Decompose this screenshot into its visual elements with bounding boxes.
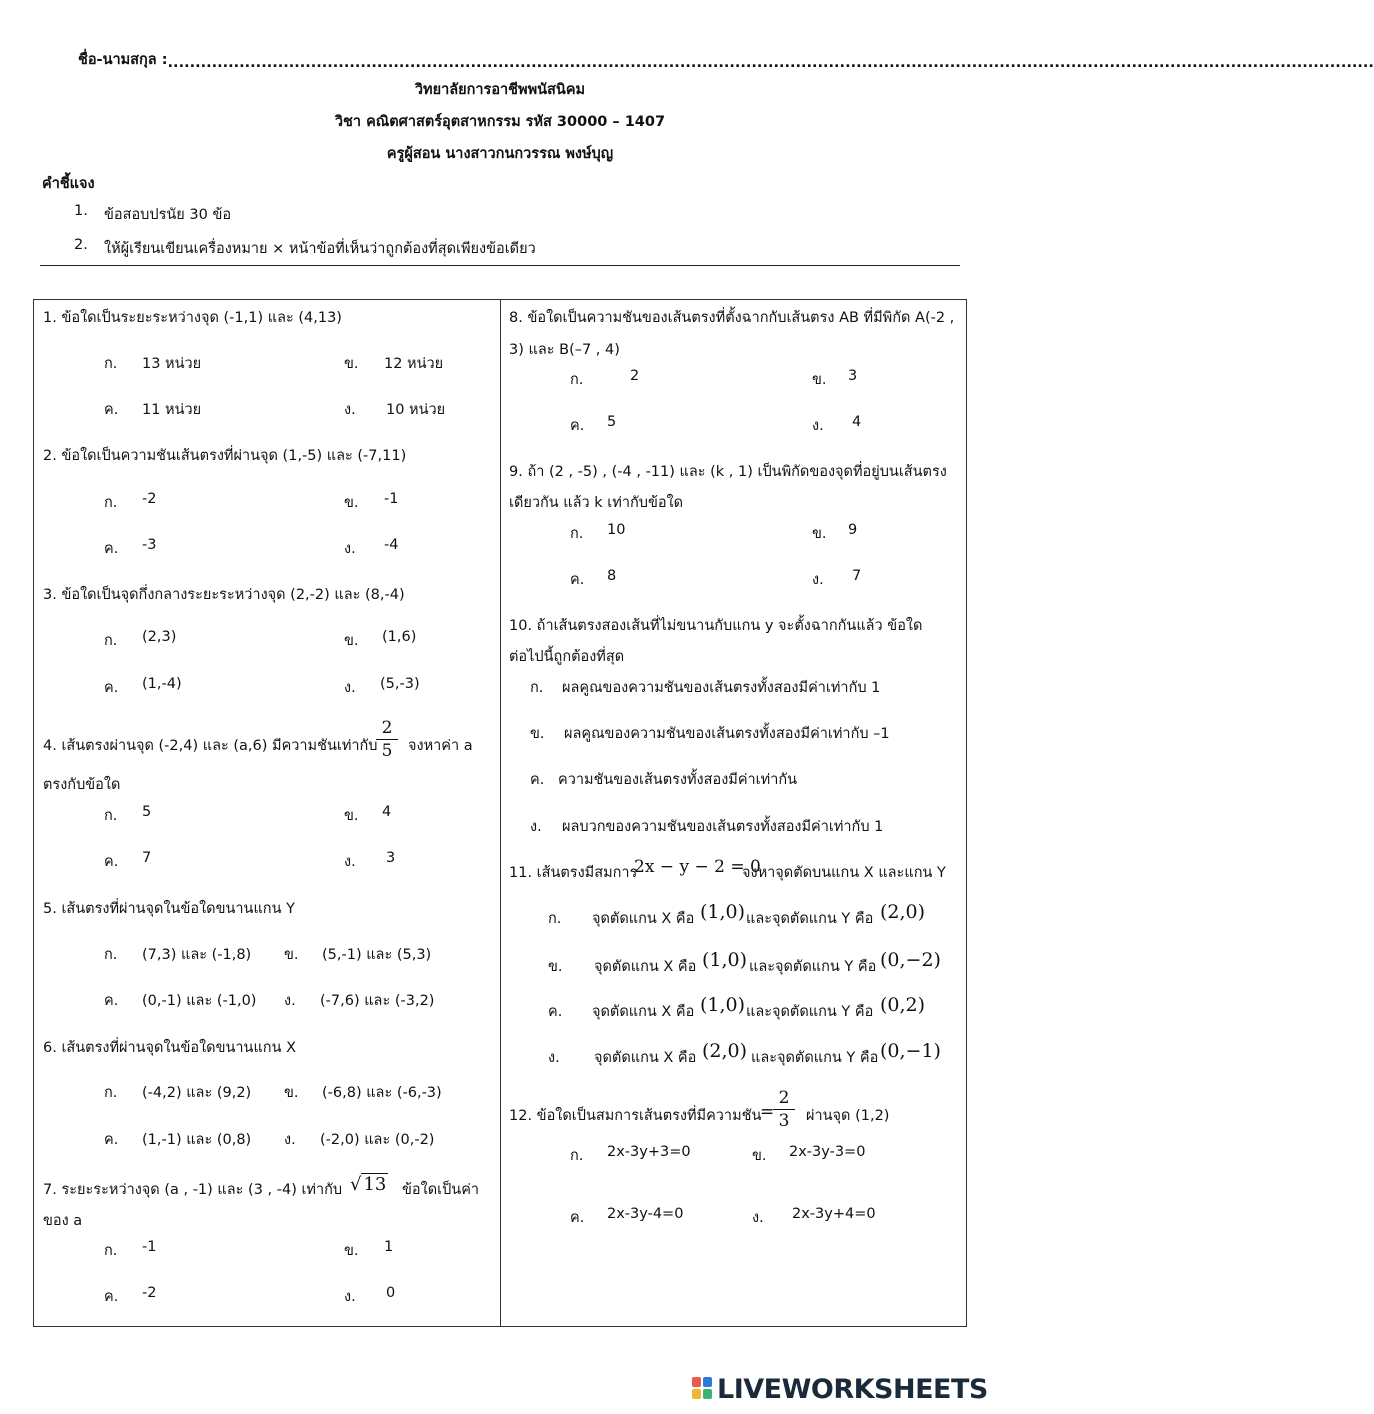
q12-c[interactable]: 2x-3y-4=0 xyxy=(607,1206,684,1222)
q1-c-label[interactable]: ค. xyxy=(104,402,119,418)
q12-frac-bar xyxy=(773,1109,795,1110)
q6-d[interactable]: (-2,0) และ (0,-2) xyxy=(320,1132,435,1148)
q3-b[interactable]: (1,6) xyxy=(382,629,417,645)
instruction-2-num: 2. xyxy=(74,237,88,253)
q12-b-label[interactable]: ข. xyxy=(752,1148,767,1164)
q1-b-label[interactable]: ข. xyxy=(344,356,359,372)
q9-d-label[interactable]: ง. xyxy=(812,572,824,588)
q5-a[interactable]: (7,3) และ (-1,8) xyxy=(142,947,252,963)
q8-text-line2: 3) และ B(–7 , 4) xyxy=(509,342,620,358)
q11-a-label[interactable]: ก. xyxy=(548,911,562,927)
q7-text-post: ข้อใดเป็นค่า xyxy=(402,1182,480,1198)
q11-c-label[interactable]: ค. xyxy=(548,1004,563,1020)
q8-d[interactable]: 4 xyxy=(852,414,862,430)
logo-square-red xyxy=(692,1377,701,1387)
q11-d-y[interactable]: (0,−1) xyxy=(880,1040,941,1062)
q7-a[interactable]: -1 xyxy=(142,1239,157,1255)
q11-b-xlabel[interactable]: จุดตัดแกน X คือ xyxy=(594,959,697,975)
q3-c[interactable]: (1,-4) xyxy=(142,676,182,692)
q10-d-label[interactable]: ง. xyxy=(530,819,542,835)
q6-c-label[interactable]: ค. xyxy=(104,1132,119,1148)
q11-d-xlabel[interactable]: จุดตัดแกน X คือ xyxy=(594,1050,697,1066)
name-label: ชื่อ-นามสกุล : xyxy=(78,52,168,68)
q1-c[interactable]: 11 หน่วย xyxy=(142,402,202,418)
q11-a-y[interactable]: (2,0) xyxy=(880,901,926,923)
q7-sqrt xyxy=(350,1174,388,1195)
q7-b[interactable]: 1 xyxy=(384,1239,394,1255)
q7-d-label[interactable]: ง. xyxy=(344,1289,356,1305)
q4-fraction xyxy=(376,718,398,761)
q11-equation: 2x − y − 2 = 0 xyxy=(634,857,761,877)
q6-d-label[interactable]: ง. xyxy=(284,1132,296,1148)
q11-text: 11. เส้นตรงมีสมการ xyxy=(509,865,638,881)
q9-text-line1: 9. ถ้า (2 , -5) , (-4 , -11) และ (k , 1) เป็นพิกัดของจุดที่อยู่บนเส้นตรง xyxy=(509,464,947,480)
q3-a-label[interactable]: ก. xyxy=(104,633,118,649)
q10-text-line2: ต่อไปนี้ถูกต้องที่สุด xyxy=(509,649,625,665)
q4-frac-den: 5 xyxy=(381,741,393,761)
subject-line: วิชา คณิตศาสตร์อุตสาหกรรม รหัส 30000 – 1407 xyxy=(334,114,666,130)
q2-a-label[interactable]: ก. xyxy=(104,495,118,511)
q7-c[interactable]: -2 xyxy=(142,1285,157,1301)
q11-a-ylabel[interactable]: และจุดตัดแกน Y คือ xyxy=(746,911,874,927)
q12-frac-den: 3 xyxy=(778,1111,790,1131)
q11-c-xlabel[interactable]: จุดตัดแกน X คือ xyxy=(592,1004,695,1020)
q10-c[interactable]: ความชันของเส้นตรงทั้งสองมีค่าเท่ากัน xyxy=(558,772,798,788)
q3-b-label[interactable]: ข. xyxy=(344,633,359,649)
q6-text: 6. เส้นตรงที่ผ่านจุดในข้อใดขนานแกน X xyxy=(43,1040,297,1056)
q7-b-label[interactable]: ข. xyxy=(344,1243,359,1259)
q8-text-line1: 8. ข้อใดเป็นความชันของเส้นตรงที่ตั้งฉากกับเส้นตรง AB ที่มีพิกัด A(-2 , xyxy=(509,310,955,326)
q11-b-ylabel[interactable]: และจุดตัดแกน Y คือ xyxy=(749,959,877,975)
q11-a-x[interactable]: (1,0) xyxy=(700,901,746,923)
q4-a-label[interactable]: ก. xyxy=(104,808,118,824)
instruction-1-text: ข้อสอบปรนัย 30 ข้อ xyxy=(104,207,232,223)
q2-a[interactable]: -2 xyxy=(142,491,157,507)
q4-text-post: จงหาค่า a xyxy=(408,738,473,754)
q6-a[interactable]: (-4,2) และ (9,2) xyxy=(142,1085,252,1101)
q12-c-label[interactable]: ค. xyxy=(570,1210,585,1226)
q5-c-label[interactable]: ค. xyxy=(104,993,119,1009)
q11-a-xlabel[interactable]: จุดตัดแกน X คือ xyxy=(592,911,695,927)
q1-d-label[interactable]: ง. xyxy=(344,402,356,418)
q11-d-label[interactable]: ง. xyxy=(548,1050,560,1066)
q10-b-label[interactable]: ข. xyxy=(530,726,545,742)
q5-b[interactable]: (5,-1) และ (5,3) xyxy=(322,947,432,963)
q8-b[interactable]: 3 xyxy=(848,368,858,384)
q3-a[interactable]: (2,3) xyxy=(142,629,177,645)
q8-a-label[interactable]: ก. xyxy=(570,372,584,388)
q6-b-label[interactable]: ข. xyxy=(284,1085,299,1101)
q9-c[interactable]: 8 xyxy=(607,568,617,584)
q2-b-label[interactable]: ข. xyxy=(344,495,359,511)
q9-a[interactable]: 10 xyxy=(607,522,626,538)
q12-frac-num: 2 xyxy=(778,1088,790,1108)
q8-b-label[interactable]: ข. xyxy=(812,372,827,388)
q7-sqrt-symbol: √ xyxy=(350,1174,362,1195)
q10-a[interactable]: ผลคูณของความชันของเส้นตรงทั้งสองมีค่าเท่ากับ 1 xyxy=(562,680,881,696)
q6-a-label[interactable]: ก. xyxy=(104,1085,118,1101)
q11-d-ylabel[interactable]: และจุดตัดแกน Y คือ xyxy=(751,1050,879,1066)
instruction-1-num: 1. xyxy=(74,203,88,219)
q4-a[interactable]: 5 xyxy=(142,804,152,820)
name-field[interactable] xyxy=(78,48,1374,71)
q2-d[interactable]: -4 xyxy=(384,537,399,553)
q11-b-x[interactable]: (1,0) xyxy=(702,949,748,971)
q11-b-label[interactable]: ข. xyxy=(548,959,563,975)
q9-d[interactable]: 7 xyxy=(852,568,862,584)
q12-text: 12. ข้อใดเป็นสมการเส้นตรงที่มีความชัน xyxy=(509,1108,762,1124)
q9-b[interactable]: 9 xyxy=(848,522,858,538)
q12-eq-sign: = xyxy=(760,1102,775,1122)
q4-b-label[interactable]: ข. xyxy=(344,808,359,824)
q5-text: 5. เส้นตรงที่ผ่านจุดในข้อใดขนานแกน Y xyxy=(43,901,295,917)
q4-text: 4. เส้นตรงผ่านจุด (-2,4) และ (a,6) มีความชันเท่ากับ xyxy=(43,738,378,754)
q11-c-y[interactable]: (0,2) xyxy=(880,994,926,1016)
q7-text-line2: ของ a xyxy=(43,1213,83,1229)
q4-text-line2: ตรงกับข้อใด xyxy=(43,777,121,793)
q4-frac-bar xyxy=(376,739,398,740)
q5-d-label[interactable]: ง. xyxy=(284,993,296,1009)
q6-c[interactable]: (1,-1) และ (0,8) xyxy=(142,1132,252,1148)
q2-d-label[interactable]: ง. xyxy=(344,541,356,557)
q3-text: 3. ข้อใดเป็นจุดกึ่งกลางระยะระหว่างจุด (2,-2) และ (8,-4) xyxy=(43,587,405,603)
q10-text-line1: 10. ถ้าเส้นตรงสองเส้นที่ไม่ขนานกับแกน y จะตั้งฉากกันแล้ว ข้อใด xyxy=(509,618,923,634)
q11-c-ylabel[interactable]: และจุดตัดแกน Y คือ xyxy=(746,1004,874,1020)
q4-d[interactable]: 3 xyxy=(386,850,396,866)
q12-a-label[interactable]: ก. xyxy=(570,1148,584,1164)
q9-a-label[interactable]: ก. xyxy=(570,526,584,542)
q7-c-label[interactable]: ค. xyxy=(104,1289,119,1305)
q5-c[interactable]: (0,-1) และ (-1,0) xyxy=(142,993,257,1009)
q11-c-x[interactable]: (1,0) xyxy=(700,994,746,1016)
q4-b[interactable]: 4 xyxy=(382,804,392,820)
logo-square-yellow xyxy=(692,1389,701,1399)
teacher-line: ครูผู้สอน นางสาวกนกวรรณ พงษ์บุญ xyxy=(386,146,614,162)
q7-a-label[interactable]: ก. xyxy=(104,1243,118,1259)
q3-c-label[interactable]: ค. xyxy=(104,680,119,696)
q9-b-label[interactable]: ข. xyxy=(812,526,827,542)
q7-text: 7. ระยะระหว่างจุด (a , -1) และ (3 , -4) เท่ากับ xyxy=(43,1182,343,1198)
q5-b-label[interactable]: ข. xyxy=(284,947,299,963)
q1-a-label[interactable]: ก. xyxy=(104,356,118,372)
q4-frac-num: 2 xyxy=(381,718,393,738)
q12-d[interactable]: 2x-3y+4=0 xyxy=(792,1206,876,1222)
college-title: วิทยาลัยการอาชีพพนัสนิคม xyxy=(414,82,586,98)
q3-d[interactable]: (5,-3) xyxy=(380,676,420,692)
q8-d-label[interactable]: ง. xyxy=(812,418,824,434)
q1-d[interactable]: 10 หน่วย xyxy=(386,402,446,418)
q9-text-line2: เดียวกัน แล้ว k เท่ากับข้อใด xyxy=(509,495,684,511)
q12-a[interactable]: 2x-3y+3=0 xyxy=(607,1144,691,1160)
q8-c[interactable]: 5 xyxy=(607,414,617,430)
q2-b[interactable]: -1 xyxy=(384,491,399,507)
q12-text-post: ผ่านจุด (1,2) xyxy=(806,1108,890,1124)
q4-d-label[interactable]: ง. xyxy=(344,854,356,870)
q5-d[interactable]: (-7,6) และ (-3,2) xyxy=(320,993,435,1009)
q8-c-label[interactable]: ค. xyxy=(570,418,585,434)
q1-text: 1. ข้อใดเป็นระยะระหว่างจุด (-1,1) และ (4,13) xyxy=(43,310,342,326)
q11-d-x[interactable]: (2,0) xyxy=(702,1040,748,1062)
instruction-2-text: ให้ผู้เรียนเขียนเครื่องหมาย × หน้าข้อที่เห็นว่าถูกต้องที่สุดเพียงข้อเดียว xyxy=(104,241,536,257)
logo-square-green xyxy=(703,1389,712,1399)
q4-c-label[interactable]: ค. xyxy=(104,854,119,870)
liveworksheets-logo[interactable] xyxy=(692,1374,988,1405)
q1-b[interactable]: 12 หน่วย xyxy=(384,356,444,372)
logo-square-blue xyxy=(703,1377,712,1387)
q6-b[interactable]: (-6,8) และ (-6,-3) xyxy=(322,1085,442,1101)
q2-text: 2. ข้อใดเป็นความชันเส้นตรงที่ผ่านจุด (1,-5) และ (-7,11) xyxy=(43,448,407,464)
instructions-title: คำชี้แจง xyxy=(42,176,95,192)
q7-sqrt-value: 13 xyxy=(363,1174,387,1195)
q1-a[interactable]: 13 หน่วย xyxy=(142,356,202,372)
q12-fraction xyxy=(773,1088,795,1131)
q11-b-y[interactable]: (0,−2) xyxy=(880,949,941,971)
q3-d-label[interactable]: ง. xyxy=(344,680,356,696)
q8-a[interactable]: 2 xyxy=(630,368,640,384)
q5-a-label[interactable]: ก. xyxy=(104,947,118,963)
name-dots: ........................................................................................................................................................................................................................... xyxy=(167,55,1374,71)
q12-d-label[interactable]: ง. xyxy=(752,1210,764,1226)
column-divider xyxy=(500,299,501,1327)
q7-d[interactable]: 0 xyxy=(386,1285,396,1301)
liveworksheets-logo-icon xyxy=(692,1377,714,1401)
q9-c-label[interactable]: ค. xyxy=(570,572,585,588)
q2-c[interactable]: -3 xyxy=(142,537,157,553)
q10-c-label[interactable]: ค. xyxy=(530,772,545,788)
liveworksheets-logo-text: LIVEWORKSHEETS xyxy=(717,1374,988,1405)
header-rule xyxy=(40,265,960,266)
q11-text-post: จงหาจุดตัดบนแกน X และแกน Y xyxy=(742,865,946,881)
q10-a-label[interactable]: ก. xyxy=(530,680,544,696)
q10-d[interactable]: ผลบวกของความชันของเส้นตรงทั้งสองมีค่าเท่ากับ 1 xyxy=(562,819,884,835)
q2-c-label[interactable]: ค. xyxy=(104,541,119,557)
q4-c[interactable]: 7 xyxy=(142,850,152,866)
q12-b[interactable]: 2x-3y-3=0 xyxy=(789,1144,866,1160)
q10-b[interactable]: ผลคูณของความชันของเส้นตรงทั้งสองมีค่าเท่ากับ –1 xyxy=(564,726,890,742)
